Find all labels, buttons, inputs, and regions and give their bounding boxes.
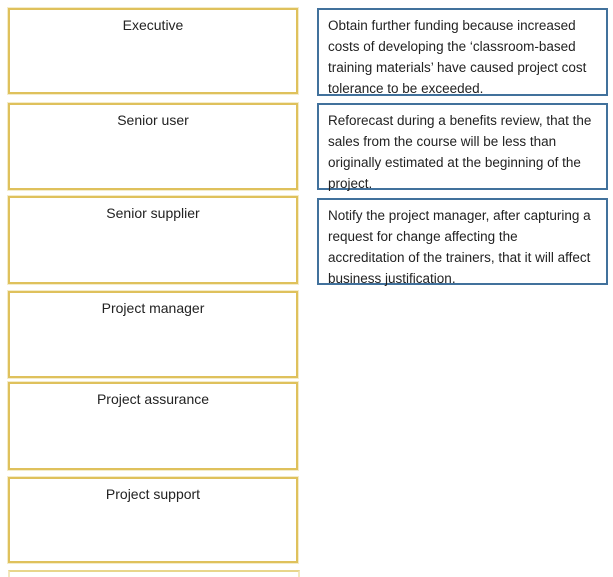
- role-box-senior-user[interactable]: [8, 103, 298, 190]
- role-box-project-assurance[interactable]: [8, 382, 298, 470]
- role-label: Senior user: [117, 112, 189, 128]
- role-box-project-support[interactable]: [8, 477, 298, 563]
- role-box-project-manager[interactable]: [8, 291, 298, 378]
- role-label: Project assurance: [96, 391, 210, 407]
- statement-box-obtain-funding[interactable]: [317, 8, 608, 96]
- role-label: Project support: [105, 486, 201, 502]
- role-label: Project manager: [101, 300, 205, 316]
- role-box-senior-supplier[interactable]: [8, 196, 298, 284]
- statement-text: Notify the project manager, after capturing a request for change affecting the accreditation of the trainers, that it will affect business justification.: [328, 208, 591, 286]
- role-label: Senior supplier: [106, 205, 200, 221]
- role-box-partial-cutoff: [8, 570, 300, 577]
- role-label: Executive: [122, 17, 184, 33]
- statement-box-notify-project-manager[interactable]: [317, 198, 608, 285]
- statement-text: Reforecast during a benefits review, that the sales from the course will be less than originally estimated at the beginning of the project.: [328, 113, 592, 191]
- role-box-executive[interactable]: [8, 8, 298, 94]
- statement-text: Obtain further funding because increased costs of developing the ‘classroom-based training materials’ have caused project cost tolerance to be exceeded.: [328, 18, 587, 96]
- statement-box-reforecast-benefits[interactable]: [317, 103, 608, 190]
